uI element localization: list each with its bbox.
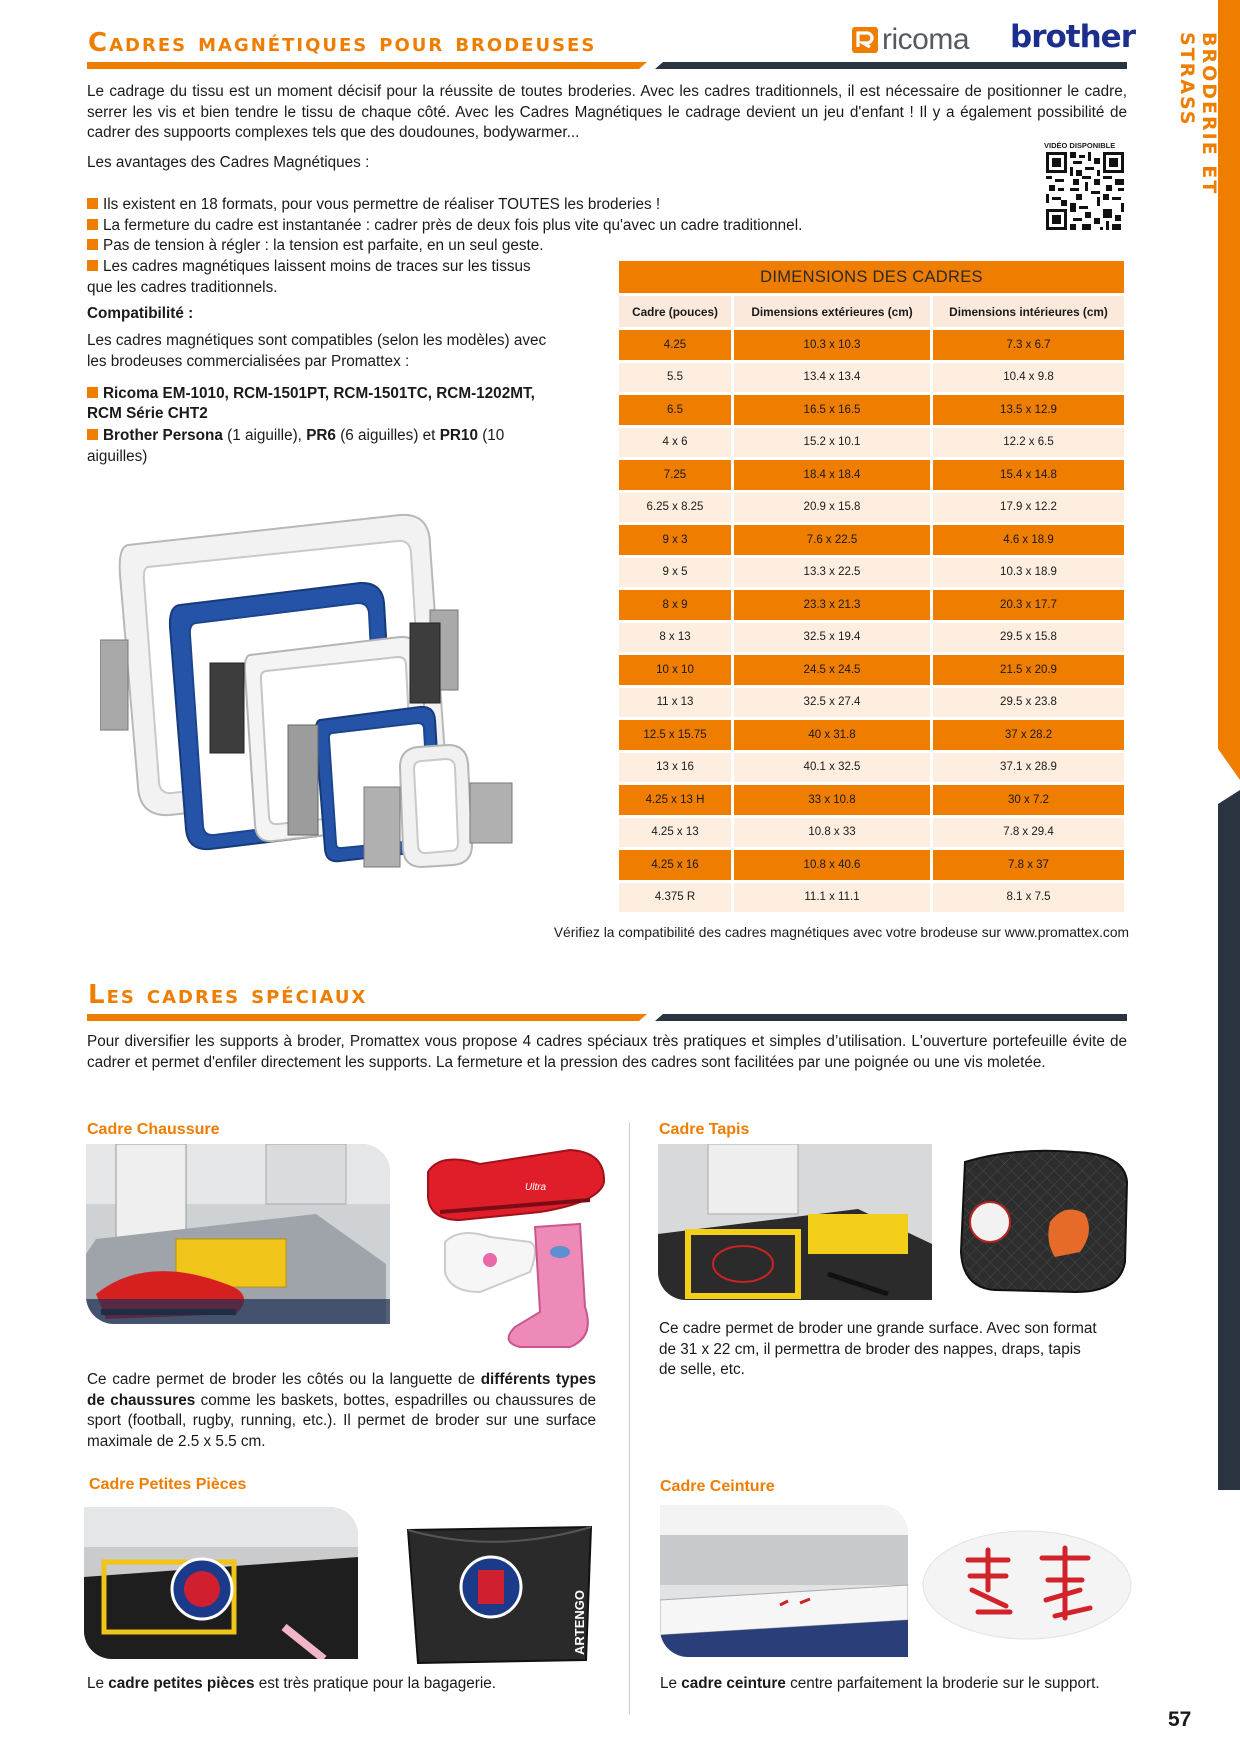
chaussure-title: Cadre Chaussure [87, 1121, 220, 1138]
cell-exterieures: 7.6 x 22.5 [734, 525, 930, 555]
compat-text-1: Les cadres magnétiques sont compatibles (selon les modèles) avec [87, 332, 547, 349]
table-row [619, 363, 1124, 393]
cell-interieures: 10.3 x 18.9 [933, 558, 1124, 588]
advantages-label: Les avantages des Cadres Magnétiques : [87, 154, 370, 171]
compat-title: Compatibilité : [87, 305, 194, 322]
cell-interieures: 13.5 x 12.9 [933, 395, 1124, 425]
column-divider [629, 1122, 630, 1714]
cell-interieures: 7.3 x 6.7 [933, 330, 1124, 360]
cell-exterieures: 11.1 x 11.1 [734, 883, 930, 913]
cell-interieures: 8.1 x 7.5 [933, 883, 1124, 913]
table-row [619, 655, 1124, 685]
cell-interieures: 30 x 7.2 [933, 785, 1124, 815]
cell-cadre: 4 x 6 [619, 428, 731, 458]
petites-text: Le cadre petites pièces est très pratique pour la bagagerie. [87, 1675, 497, 1692]
petites-product-photo [396, 1515, 596, 1667]
ceinture-title: Cadre Ceinture [660, 1478, 775, 1495]
intro-paragraph: Le cadrage du tissu est un moment décisif pour la réussite de toutes broderies. Avec les cadres traditionnels, il est nécessaire de positionner le cadre, serrer les vis et bien tendre le tissu de chaque côté. Avec les Cadres Magnétiques le cadrage devient un jeu d'enfant ! Il y a également possibilité de cadrer des suppoorts complexes tels que des doudounes, bodywarmer... [87, 83, 1127, 141]
cell-cadre: 5.5 [619, 363, 731, 393]
dimensions-table [616, 258, 1127, 915]
cell-interieures: 29.5 x 23.8 [933, 688, 1124, 718]
cell-interieures: 17.9 x 12.2 [933, 493, 1124, 523]
table-row [619, 850, 1124, 880]
table-row [619, 558, 1124, 588]
cell-cadre: 7.25 [619, 460, 731, 490]
embroidery-machine-belt-illustration [660, 1505, 908, 1657]
ceinture-product-photo [920, 1528, 1135, 1643]
cell-cadre: 9 x 3 [619, 525, 731, 555]
cell-exterieures: 32.5 x 19.4 [734, 623, 930, 653]
shoe-brand-label: Ultra [525, 1182, 547, 1193]
cell-exterieures: 10.3 x 10.3 [734, 330, 930, 360]
cell-interieures: 21.5 x 20.9 [933, 655, 1124, 685]
ceinture-text: Le cadre ceinture centre parfaitement la broderie sur le support. [660, 1675, 1100, 1692]
dimensions-table-title: DIMENSIONS DES CADRES [619, 261, 1124, 293]
bullet-square-icon [87, 387, 98, 398]
saddle-pad-illustration [955, 1142, 1130, 1294]
compat-ricoma-2: RCM Série CHT2 [87, 405, 208, 422]
petites-machine-photo [84, 1507, 358, 1659]
cell-exterieures: 40.1 x 32.5 [734, 753, 930, 783]
cell-exterieures: 23.3 x 21.3 [734, 590, 930, 620]
tapis-title: Cadre Tapis [659, 1121, 750, 1138]
cell-exterieures: 15.2 x 10.1 [734, 428, 930, 458]
table-row [619, 460, 1124, 490]
compat-brother-cont: aiguilles) [87, 448, 148, 465]
cell-exterieures: 18.4 x 18.4 [734, 460, 930, 490]
page-title: Cadres magnétiques pour brodeuses [88, 28, 597, 58]
cell-exterieures: 10.8 x 33 [734, 818, 930, 848]
tapis-product-photo [955, 1142, 1130, 1294]
side-tab-label: BRODERIE ET STRASS [1176, 32, 1220, 196]
qr-code[interactable] [1046, 152, 1124, 230]
table-row [619, 818, 1124, 848]
bullet-formats: Ils existent en 18 formats, pour vous permettre de réaliser TOUTES les broderies ! [87, 195, 660, 216]
chaussure-products-photo [420, 1142, 610, 1357]
ricoma-wordmark: ricoma [882, 23, 970, 56]
cell-cadre: 10 x 10 [619, 655, 731, 685]
cell-cadre: 11 x 13 [619, 688, 731, 718]
bullet-traces-cont: que les cadres traditionnels. [87, 279, 278, 296]
cell-interieures: 20.3 x 17.7 [933, 590, 1124, 620]
cell-interieures: 7.8 x 37 [933, 850, 1124, 880]
cell-cadre: 4.25 x 16 [619, 850, 731, 880]
embroidery-machine-mat-illustration [658, 1144, 932, 1300]
cell-interieures: 10.4 x 9.8 [933, 363, 1124, 393]
bullet-tension: Pas de tension à régler : la tension est parfaite, en un seul geste. [87, 236, 544, 257]
bullet-traces: Les cadres magnétiques laissent moins de traces sur les tissus [87, 257, 531, 278]
cell-cadre: 4.25 [619, 330, 731, 360]
brother-logo: brother [1010, 19, 1135, 55]
bullet-fermeture: La fermeture du cadre est instantanée : cadrer près de deux fois plus vite qu'avec un cadre traditionnel. [87, 216, 802, 237]
qr-code-icon [1046, 152, 1124, 230]
cell-interieures: 29.5 x 15.8 [933, 623, 1124, 653]
ricoma-mark-icon [852, 27, 878, 53]
dimensions-table-body [619, 330, 1124, 912]
cell-interieures: 15.4 x 14.8 [933, 460, 1124, 490]
bullet-square-icon [87, 429, 98, 440]
cell-exterieures: 13.4 x 13.4 [734, 363, 930, 393]
table-row [619, 720, 1124, 750]
cell-exterieures: 13.3 x 22.5 [734, 558, 930, 588]
shoes-boots-illustration [420, 1142, 610, 1357]
table-row [619, 753, 1124, 783]
table-row [619, 525, 1124, 555]
embroidered-characters-illustration [920, 1528, 1135, 1643]
cell-cadre: 9 x 5 [619, 558, 731, 588]
video-label: VIDÉO DISPONIBLE [1044, 141, 1116, 150]
cell-cadre: 6.5 [619, 395, 731, 425]
cell-cadre: 13 x 16 [619, 753, 731, 783]
bullet-square-icon [87, 260, 98, 271]
column-header-cadre: Cadre (pouces) [619, 296, 731, 327]
petites-title: Cadre Petites Pièces [89, 1476, 247, 1493]
cell-cadre: 8 x 9 [619, 590, 731, 620]
bag-illustration [396, 1515, 596, 1667]
cell-interieures: 4.6 x 18.9 [933, 525, 1124, 555]
table-row [619, 493, 1124, 523]
column-header-exterieures: Dimensions extérieures (cm) [734, 296, 930, 327]
cell-cadre: 4.375 R [619, 883, 731, 913]
cell-interieures: 37.1 x 28.9 [933, 753, 1124, 783]
table-row [619, 330, 1124, 360]
cell-interieures: 37 x 28.2 [933, 720, 1124, 750]
chaussure-machine-photo [86, 1144, 390, 1324]
cell-exterieures: 10.8 x 40.6 [734, 850, 930, 880]
compatibility-note: Vérifiez la compatibilité des cadres magnétiques avec votre brodeuse sur www.promattex.com [553, 925, 1129, 940]
table-row [619, 785, 1124, 815]
cell-cadre: 4.25 x 13 [619, 818, 731, 848]
title-rule [87, 62, 1127, 69]
cell-interieures: 7.8 x 29.4 [933, 818, 1124, 848]
magnetic-frames-illustration [100, 505, 580, 895]
table-row [619, 590, 1124, 620]
compat-text-2: les brodeuses commercialisées par Promattex : [87, 353, 410, 370]
bullet-square-icon [87, 219, 98, 230]
ricoma-logo [852, 24, 969, 56]
cell-cadre: 4.25 x 13 H [619, 785, 731, 815]
magnetic-frames-photo [100, 505, 580, 895]
side-tab-orange-bar [1218, 0, 1240, 780]
page-number: 57 [1168, 1708, 1192, 1731]
table-row [619, 883, 1124, 913]
cell-cadre: 6.25 x 8.25 [619, 493, 731, 523]
table-row [619, 688, 1124, 718]
table-row [619, 623, 1124, 653]
cell-exterieures: 40 x 31.8 [734, 720, 930, 750]
chaussure-text: Ce cadre permet de broder les côtés ou la languette de différents types de chaussures comme les baskets, bottes, espadrilles ou chaussures de sport (football, rugby, running, etc.). Il permet de broder sur une surface maximale de 2.5 x 5.5 cm. [87, 1371, 596, 1450]
ceinture-machine-photo [660, 1505, 908, 1657]
bag-brand-label: ARTENGO [572, 1590, 587, 1655]
special-paragraph: Pour diversifier les supports à broder, Promattex vous propose 4 cadres spéciaux très pratiques et simples d’utilisation. L'ouverture portefeuille évite de cadrer et permet d'enfiler directement les supports. La fermeture et la pression des cadres sont facilitées par une poignée ou une vis moletée. [87, 1033, 1127, 1071]
cell-exterieures: 33 x 10.8 [734, 785, 930, 815]
side-tab-dark-bar [1218, 790, 1240, 1490]
special-section-title: Les cadres spéciaux [88, 980, 368, 1010]
embroidery-machine-shoe-illustration [86, 1144, 390, 1324]
cell-exterieures: 32.5 x 27.4 [734, 688, 930, 718]
cell-cadre: 12.5 x 15.75 [619, 720, 731, 750]
table-row [619, 428, 1124, 458]
bullet-square-icon [87, 198, 98, 209]
bullet-square-icon [87, 239, 98, 250]
cell-exterieures: 24.5 x 24.5 [734, 655, 930, 685]
cell-interieures: 12.2 x 6.5 [933, 428, 1124, 458]
compat-ricoma-1: Ricoma EM-1010, RCM-1501PT, RCM-1501TC, RCM-1202MT, [87, 384, 535, 405]
compat-brother: Brother Persona (1 aiguille), PR6 (6 aiguilles) et PR10 (10 [87, 426, 504, 447]
tapis-text: Ce cadre permet de broder une grande surface. Avec son format de 31 x 22 cm, il permettra de broder des nappes, draps, tapis de selle, etc. [659, 1320, 1097, 1378]
cell-exterieures: 16.5 x 16.5 [734, 395, 930, 425]
table-row [619, 395, 1124, 425]
cell-exterieures: 20.9 x 15.8 [734, 493, 930, 523]
special-title-rule [87, 1014, 1127, 1021]
column-header-interieures: Dimensions intérieures (cm) [933, 296, 1124, 327]
embroidery-machine-small-parts-illustration [84, 1507, 358, 1659]
tapis-machine-photo [658, 1144, 932, 1300]
cell-cadre: 8 x 13 [619, 623, 731, 653]
